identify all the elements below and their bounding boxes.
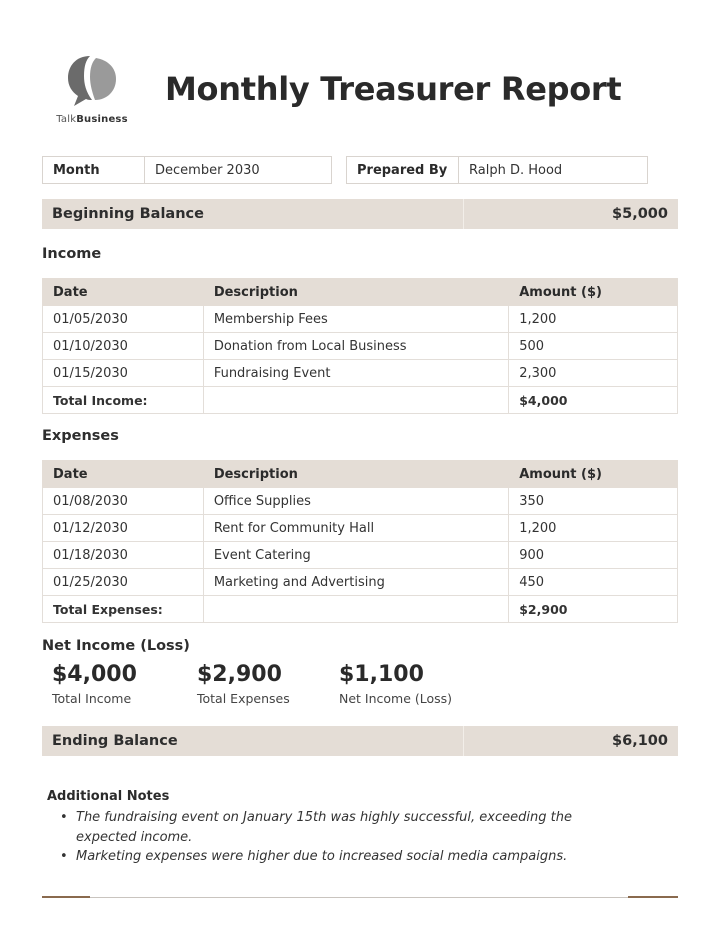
date-cell: 01/25/2030 — [43, 569, 204, 596]
beginning-balance-bar — [42, 199, 678, 229]
column-header: Amount ($) — [509, 461, 678, 488]
table-header-row — [43, 461, 678, 488]
divider — [463, 199, 464, 229]
month-value: December 2030 — [155, 163, 260, 178]
notes-heading: Additional Notes — [47, 789, 170, 804]
summary-label: Total Income — [52, 691, 132, 706]
date-cell: 01/18/2030 — [43, 542, 204, 569]
note-item: • Marketing expenses were higher due to increased social media campaigns. — [60, 847, 620, 867]
table-row — [43, 333, 678, 360]
beginning-balance-label: Beginning Balance — [52, 206, 204, 222]
column-header: Description — [203, 461, 508, 488]
date-cell: 01/08/2030 — [43, 488, 204, 515]
amount-cell: 1,200 — [509, 515, 678, 542]
net-summary-item — [339, 662, 452, 706]
empty-cell — [203, 387, 508, 414]
prepared-by-value: Ralph D. Hood — [469, 163, 563, 178]
description-cell: Donation from Local Business — [203, 333, 508, 360]
description-cell: Event Catering — [203, 542, 508, 569]
expenses-heading: Expenses — [42, 428, 119, 444]
description-cell: Office Supplies — [203, 488, 508, 515]
summary-label: Total Expenses — [197, 691, 290, 706]
table-row — [43, 569, 678, 596]
total-income-label: Total Income: — [43, 387, 204, 414]
net-summary-item — [197, 662, 290, 706]
note-item: • The fundraising event on January 15th was highly successful, exceeding the expected income. — [60, 808, 620, 847]
amount-cell: 1,200 — [509, 306, 678, 333]
amount-cell: 900 — [509, 542, 678, 569]
amount-cell: 450 — [509, 569, 678, 596]
divider — [463, 726, 464, 756]
total-row — [43, 596, 678, 623]
amount-cell: 350 — [509, 488, 678, 515]
net-summary-item — [52, 662, 137, 706]
month-label: Month — [43, 157, 145, 183]
summary-value: $4,000 — [52, 662, 137, 687]
description-cell: Fundraising Event — [203, 360, 508, 387]
prepared-by-label: Prepared By — [347, 157, 459, 183]
ending-balance-value: $6,100 — [612, 733, 668, 749]
date-cell: 01/12/2030 — [43, 515, 204, 542]
prepared-by-field — [346, 156, 648, 184]
logo — [52, 52, 132, 125]
total-expenses-value: $2,900 — [509, 596, 678, 623]
column-header: Amount ($) — [509, 279, 678, 306]
table-row — [43, 515, 678, 542]
footer-accent-right — [628, 896, 678, 898]
table-header-row — [43, 279, 678, 306]
description-cell: Rent for Community Hall — [203, 515, 508, 542]
empty-cell — [203, 596, 508, 623]
income-heading: Income — [42, 246, 102, 262]
date-cell: 01/10/2030 — [43, 333, 204, 360]
description-cell: Marketing and Advertising — [203, 569, 508, 596]
summary-value: $2,900 — [197, 662, 282, 687]
notes-list — [60, 808, 620, 867]
column-header: Date — [43, 461, 204, 488]
column-header: Date — [43, 279, 204, 306]
table-row — [43, 542, 678, 569]
description-cell: Membership Fees — [203, 306, 508, 333]
income-table — [42, 278, 678, 414]
table-row — [43, 306, 678, 333]
month-field — [42, 156, 332, 184]
amount-cell: 2,300 — [509, 360, 678, 387]
total-expenses-label: Total Expenses: — [43, 596, 204, 623]
date-cell: 01/05/2030 — [43, 306, 204, 333]
footer-rule — [42, 897, 678, 898]
total-income-value: $4,000 — [509, 387, 678, 414]
beginning-balance-value: $5,000 — [612, 206, 668, 222]
ending-balance-label: Ending Balance — [52, 733, 178, 749]
date-cell: 01/15/2030 — [43, 360, 204, 387]
table-row — [43, 360, 678, 387]
logo-text: TalkBusiness — [56, 114, 128, 125]
ending-balance-bar — [42, 726, 678, 756]
amount-cell: 500 — [509, 333, 678, 360]
expenses-table — [42, 460, 678, 623]
summary-value: $1,100 — [339, 662, 424, 687]
total-row — [43, 387, 678, 414]
column-header: Description — [203, 279, 508, 306]
net-income-heading: Net Income (Loss) — [42, 638, 190, 654]
speech-bubbles-icon — [64, 52, 120, 108]
page-title: Monthly Treasurer Report — [165, 70, 622, 108]
footer-accent-left — [42, 896, 90, 898]
table-row — [43, 488, 678, 515]
summary-label: Net Income (Loss) — [339, 691, 453, 706]
